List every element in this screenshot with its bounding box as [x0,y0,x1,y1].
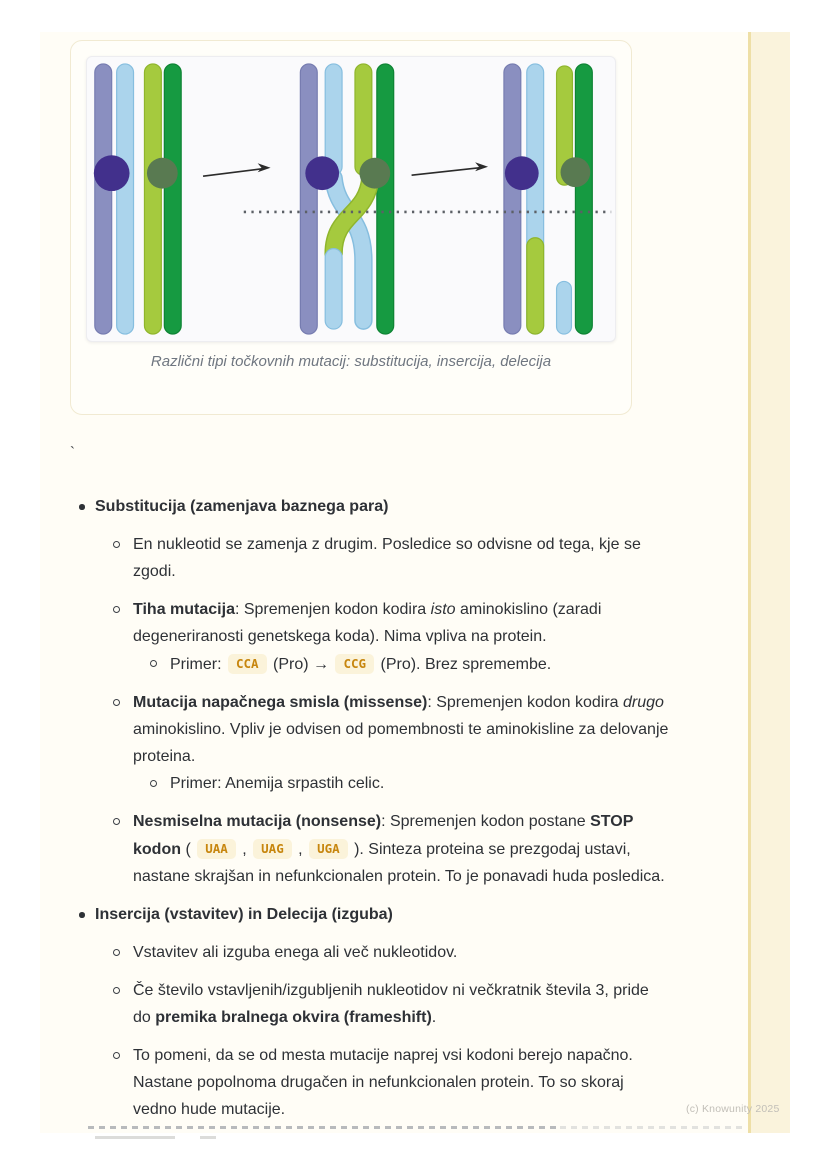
list-item-text: En nukleotid se zamenja z drugim. Posledice so odvisne od tega, kje se zgodi. [133,536,641,580]
list-item-text: To pomeni, da se od mesta mutacije naprej vsi kodoni berejo napačno. Nastane popolnoma drugačen in nefunkcionalen protein. To so skoraj vedno hude mutacije. [133,1047,633,1118]
list-item-text: Primer: Anemija srpastih celic. [170,775,385,792]
list-item [75,901,669,928]
list-item-text: Če število vstavljenih/izgubljenih nukleotidov ni večkratnik števila 3, pride do premika bralnega okvira (frameshift). [133,982,649,1026]
centromere-indigo [305,156,339,190]
arrow-right-icon [412,162,488,175]
list-item [75,689,669,770]
watermark: (c) Knowunity 2025 [686,1103,780,1115]
list-item [75,977,669,1031]
mutation-types-illustration [86,56,616,342]
cutoff-smudge [95,1136,175,1139]
bullet-circle-marker [150,660,157,667]
list-item-text: Vstavitev ali izguba enega ali več nukleotidov. [133,944,458,961]
cutoff-text-line-faint [560,1126,746,1129]
figure-card [70,40,632,415]
list-item [75,650,669,678]
cutoff-text-line [88,1126,558,1129]
list-item [75,1042,669,1123]
chromosome-pair-recombinant [504,64,592,334]
codon-badge: UGA [309,839,348,859]
bullet-disc-marker [79,912,85,918]
bullet-circle-marker [113,606,120,613]
deleted-fragment [557,281,572,334]
side-strip [748,32,790,1133]
list-item [75,596,669,650]
bullet-disc-marker [79,504,85,510]
centromere-olive [359,158,390,189]
list-item-text: Tiha mutacija: Spremenjen kodon kodira isto aminokislino (zaradi degeneriranosti genetskega koda). Nima vpliva na protein. [133,601,602,645]
cutoff-smudge [200,1136,216,1139]
list-item [75,808,669,890]
centromere-olive [147,158,178,189]
codon-badge: CCA [228,654,267,674]
stray-backtick: ` [70,444,75,461]
list-item [75,493,669,520]
bullet-circle-marker [113,699,120,706]
list-item-text: Nesmiselna mutacija (nonsense): Spremenjen kodon postane STOP kodon ( UAA , UAG , UGA ). Sinteza proteina se prezgodaj ustavi, nastane skrajšan in nefunkcionalen protein. To je ponavadi huda posledica. [133,813,665,885]
bullet-circle-marker [113,541,120,548]
codon-badge: UAG [253,839,292,859]
list-item [75,939,669,966]
centromere-olive [561,157,591,187]
centromere-indigo [505,156,539,190]
content-list [75,489,669,1134]
bullet-circle-marker [113,949,120,956]
list-item-text: Primer: CCA (Pro) → CCG (Pro). Brez spremembe. [170,656,552,673]
list-item [75,531,669,585]
codon-badge: CCG [335,654,374,674]
figure-caption: Različni tipi točkovnih mutacij: substitucija, insercija, delecija [150,353,552,370]
chromosome-diagram [87,57,615,341]
arrow-right-icon [203,163,271,176]
codon-badge: UAA [197,839,236,859]
chromosome-pair-crossing-over [300,64,393,334]
list-item-text: Substitucija (zamenjava baznega para) [95,498,389,515]
bullet-circle-marker [150,780,157,787]
chromosome-pair-original [94,64,181,334]
bullet-circle-marker [113,818,120,825]
list-item-text: Mutacija napačnega smisla (missense): Spremenjen kodon kodira drugo aminokislino. Vpliv je odvisen od pomembnosti te aminokisline za delovanje proteina. [133,694,669,765]
list-item-text: Insercija (vstavitev) in Delecija (izguba) [95,906,393,923]
list-item [75,770,669,797]
centromere-indigo [94,155,130,191]
bullet-circle-marker [113,1052,120,1059]
bullet-circle-marker [113,987,120,994]
